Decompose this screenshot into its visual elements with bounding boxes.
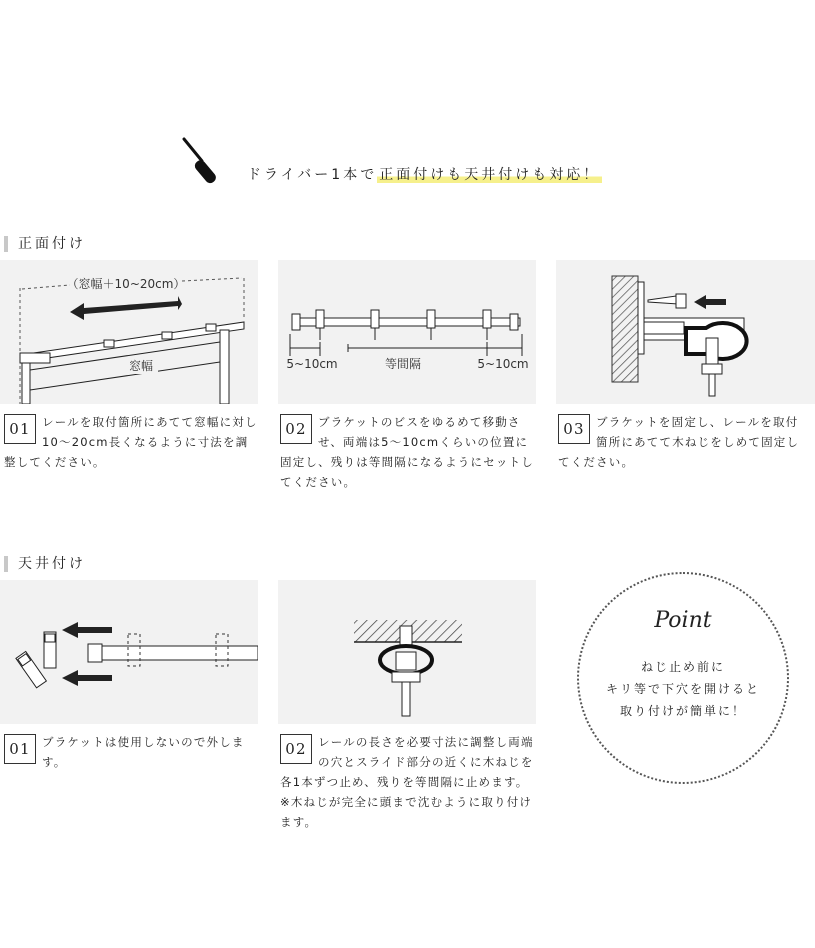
diagram-remove-bracket — [0, 580, 258, 724]
tagline — [247, 164, 602, 184]
section-title-front: 正面付け — [4, 236, 86, 252]
front-step-2 — [280, 412, 536, 492]
diagram-ceiling-screw — [278, 580, 536, 724]
front-step-3 — [558, 412, 810, 472]
section-title-ceiling: 天井付け — [4, 556, 86, 572]
overall-width-label: （窓幅＋10~20cm） — [66, 277, 186, 291]
point-callout — [577, 572, 789, 784]
step-text: ブラケットは使用しないので外します。 — [42, 735, 245, 769]
right-gap-label: 5~10cm — [477, 357, 529, 371]
step-text: レールを取付箇所にあてて窓幅に対し10～20cm長くなるように寸法を調整してください。 — [4, 415, 258, 469]
window-width-label: 窓幅 — [128, 359, 154, 373]
step-number: 03 — [558, 414, 590, 444]
step-text: ブラケットのビスをゆるめて移動させ、両端は5～10cmくらいの位置に固定し、残りは等間隔になるようにセットしてください。 — [280, 415, 534, 489]
point-body: ねじ止め前に キリ等で下穴を開けると 取り付けが簡単に！ — [605, 660, 760, 718]
ceiling-step-1 — [4, 732, 260, 772]
left-gap-label: 5~10cm — [286, 357, 338, 371]
diagram-window-width — [0, 260, 258, 404]
equal-spacing-label: 等間隔 — [384, 357, 422, 371]
step-text: ブラケットを固定し、レールを取付箇所にあてて木ねじをしめて固定してください。 — [558, 415, 800, 469]
step-number: 02 — [280, 734, 312, 764]
tagline-text: ドライバー1本で — [247, 167, 378, 183]
diagram-bracket-fixing — [556, 260, 815, 404]
diagram-bracket-spacing — [278, 260, 536, 404]
step-number: 01 — [4, 734, 36, 764]
step-number: 02 — [280, 414, 312, 444]
screwdriver-icon — [178, 135, 228, 190]
point-title: Point — [654, 608, 712, 633]
step-number: 01 — [4, 414, 36, 444]
step-text: レールの長さを必要寸法に調整し両端の穴とスライド部分の近くに木ねじを各1本ずつ止め、残りを等間隔に止めます。※木ねじが完全に頭まで沈むように取り付けます。 — [280, 735, 534, 829]
tagline-highlight: 正面付けも天井付けも対応！ — [379, 167, 601, 183]
front-step-1 — [4, 412, 260, 472]
ceiling-step-2 — [280, 732, 536, 832]
